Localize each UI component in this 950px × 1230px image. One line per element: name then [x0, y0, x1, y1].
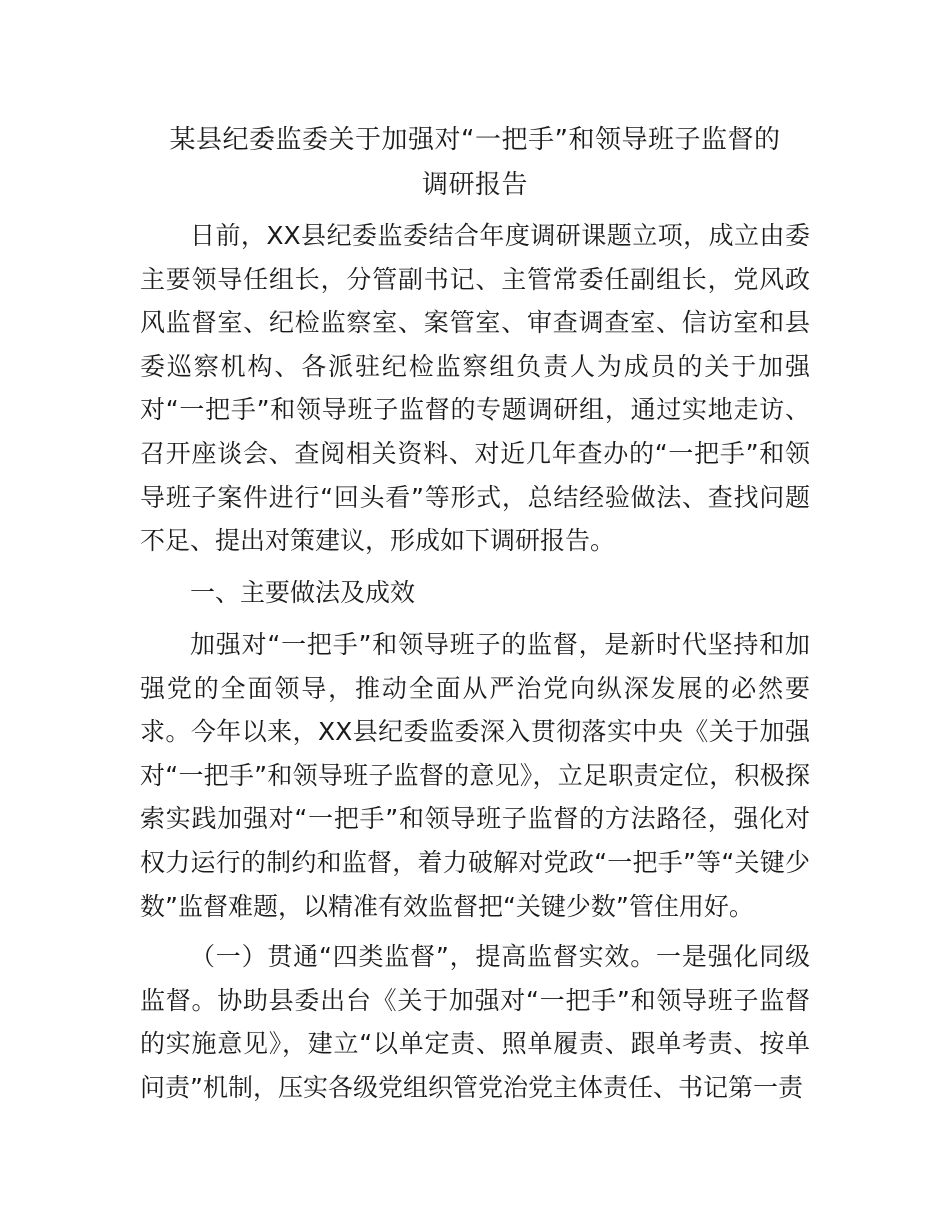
paragraph-section-1: 加强对“一把手”和领导班子的监督，是新时代坚持和加强党的全面领导，推动全面从严治党向纵深发展的必然要求。今年以来，XX县纪委监委深入贯彻落实中央《关于加强对“一把手”和领导班子监督的意见》，立足职责定位，积极探索实践加强对“一把手”和领导班子监督的方法路径，强化对权力运行的制约和监督，着力破解对党政“一把手”等“关键少数”监督难题，以精准有效监督把“关键少数”管住用好。	[140, 630, 810, 921]
paragraph-subsection-1: （一）贯通“四类监督”，提高监督实效。一是强化同级监督。协助县委出台《关于加强对“一把手”和领导班子监督的实施意见》，建立“以单定责、照单履责、跟单考责、按单问责”机制，压实各级党组织管党治党主体责任、书记第一责	[140, 942, 810, 1102]
section-heading-1: 一、主要做法及成效	[190, 578, 416, 607]
document-title-line-2: 调研报告	[421, 170, 528, 200]
paragraph-intro: 日前，XX县纪委监委结合年度调研课题立项，成立由委主要领导任组长，分管副书记、主管常委任副组长，党风政风监督室、纪检监察室、案管室、审查调查室、信访室和县委巡察机构、各派驻纪检监察组负责人为成员的关于加强对“一把手”和领导班子监督的专题调研组，通过实地走访、召开座谈会、查阅相关资料、对近几年查办的“一把手”和领导班子案件进行“回头看”等形式，总结经验做法、查找问题不足、提出对策建议，形成如下调研报告。	[140, 221, 810, 556]
document-title-line-1: 某县纪委监委关于加强对“一把手”和领导班子监督的	[169, 125, 781, 155]
